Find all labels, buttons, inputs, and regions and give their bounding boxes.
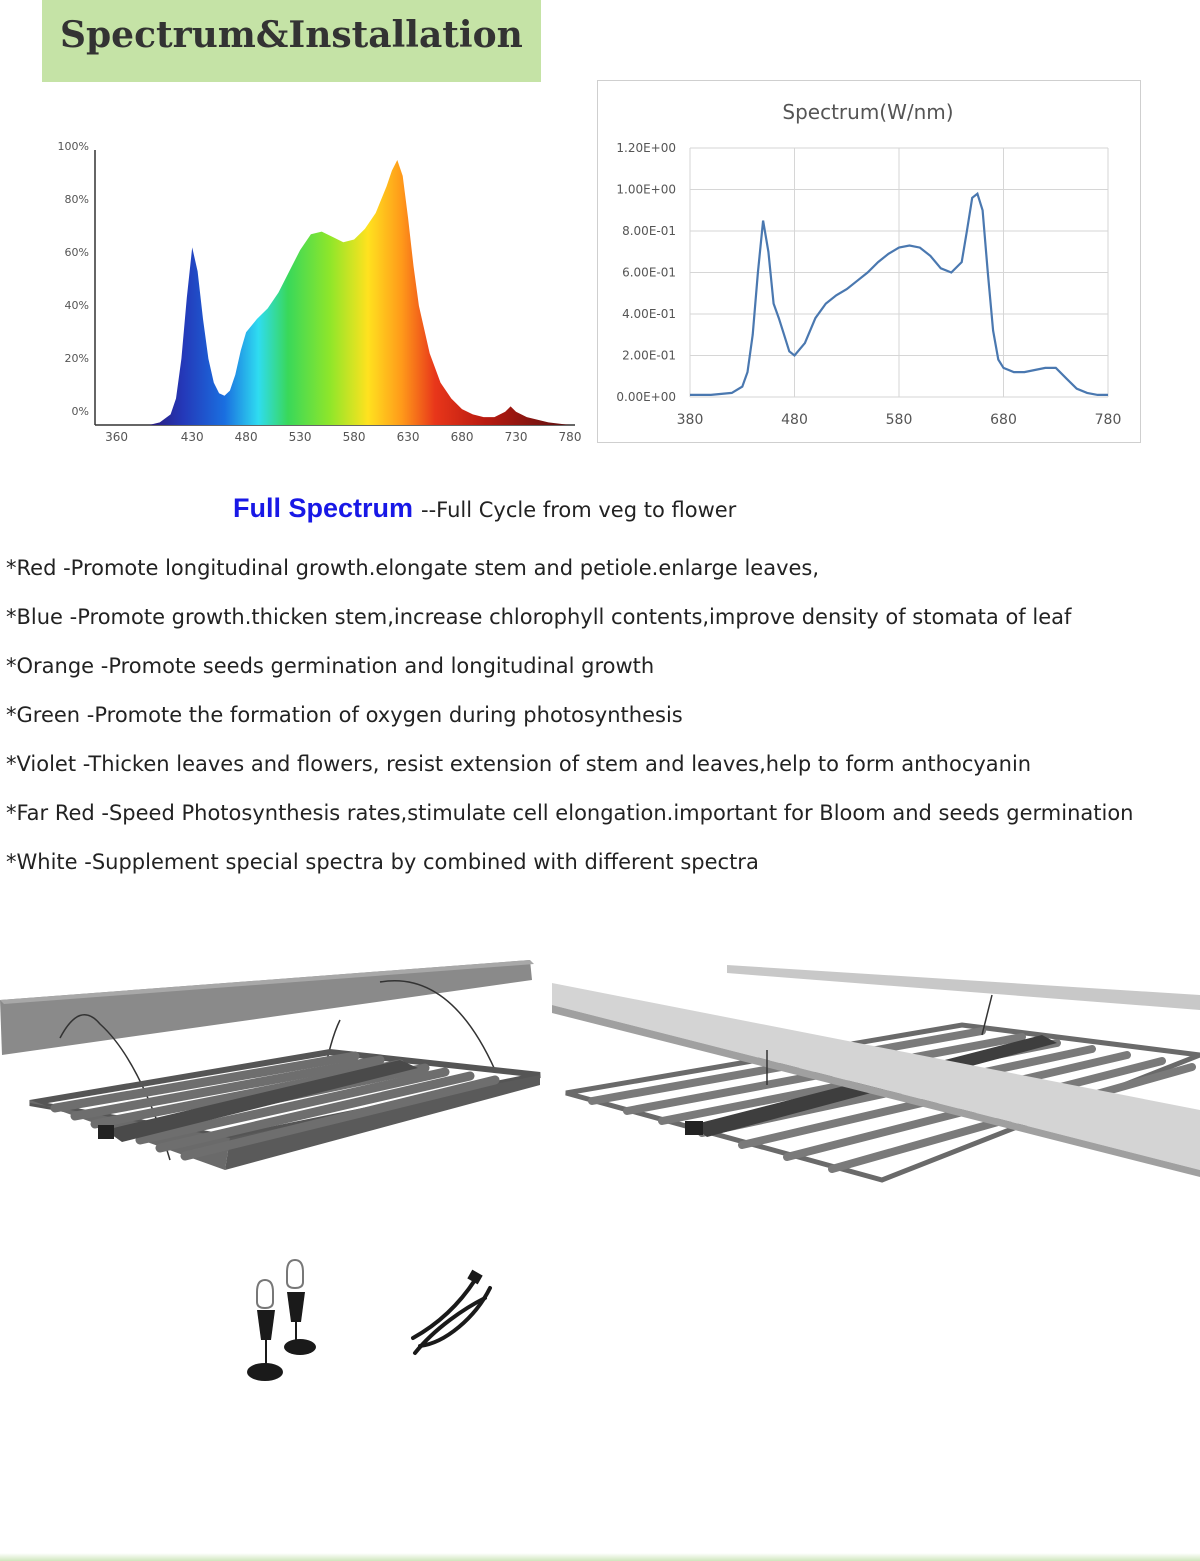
page-bottom-border: [0, 1553, 1200, 1561]
bullet-violet: *Violet -Thicken leaves and flowers, resist extension of stem and leaves,help to form anthocyanin: [6, 752, 1032, 776]
y-tick-label: 4.00E-01: [622, 307, 676, 321]
x-tick-label: 480: [781, 412, 808, 428]
y-tick-label: 1.00E+00: [616, 182, 676, 197]
y-tick-label: 6.00E-01: [622, 265, 676, 280]
spectrum-area: [149, 160, 570, 425]
y-tick-label: 60%: [64, 246, 89, 259]
y-tick-label: 1.20E+00: [616, 141, 676, 155]
y-tick-label: 20%: [64, 352, 89, 365]
power-cable-photo: [405, 1268, 500, 1363]
x-tick-label: 630: [396, 430, 420, 444]
title-banner: [42, 0, 541, 82]
x-tick-label: 680: [450, 430, 474, 444]
x-tick-label: 580: [885, 412, 913, 428]
x-tick-label: 380: [676, 412, 704, 428]
bullet-orange: *Orange -Promote seeds germination and longitudinal growth: [6, 654, 655, 678]
bullet-far-red: *Far Red -Speed Photosynthesis rates,stimulate cell elongation.important for Bloom and seeds germination: [6, 801, 1134, 825]
spectrum-benefit-list: [6, 553, 1134, 896]
full-spectrum-subtitle: --Full Cycle from veg to flower: [421, 498, 737, 522]
y-tick-label: 2.00E-01: [622, 348, 676, 363]
y-tick-label: 100%: [57, 140, 89, 153]
spectrum-line-chart: [598, 81, 1140, 442]
rope-ratchet-hangers-photo: [235, 1252, 335, 1387]
x-tick-label: 430: [180, 430, 204, 444]
page-title: Spectrum&Installation: [60, 14, 523, 56]
spectrum-line-chart-frame: [597, 80, 1141, 443]
installation-photo-hanging: [0, 960, 545, 1250]
x-tick-label: 480: [234, 430, 258, 444]
bullet-red: *Red -Promote longitudinal growth.elongate stem and petiole.enlarge leaves,: [6, 556, 820, 580]
installation-photo-beams: [552, 965, 1200, 1225]
y-tick-label: 8.00E-01: [622, 224, 676, 238]
bullet-green: *Green -Promote the formation of oxygen during photosynthesis: [6, 703, 683, 727]
x-tick-label: 580: [342, 430, 366, 444]
y-tick-label: 0.00E+00: [616, 390, 676, 404]
x-tick-label: 780: [558, 430, 582, 444]
x-tick-label: 360: [105, 430, 129, 444]
x-tick-label: 680: [990, 412, 1017, 428]
bullet-white: *White -Supplement special spectra by combined with different spectra: [6, 850, 759, 874]
spectrum-area-chart: [40, 140, 585, 460]
full-spectrum-heading: [233, 493, 736, 524]
full-spectrum-title: Full Spectrum: [233, 493, 414, 523]
x-tick-label: 730: [504, 430, 528, 444]
y-tick-label: 40%: [64, 299, 89, 312]
chart-title: Spectrum(W/nm): [782, 100, 954, 124]
x-tick-label: 530: [288, 430, 312, 444]
y-tick-label: 80%: [64, 193, 89, 206]
x-tick-label: 780: [1094, 412, 1122, 428]
y-tick-label: 0%: [71, 405, 89, 418]
bullet-blue: *Blue -Promote growth.thicken stem,increase chlorophyll contents,improve density of stomata of leaf: [6, 605, 1072, 629]
